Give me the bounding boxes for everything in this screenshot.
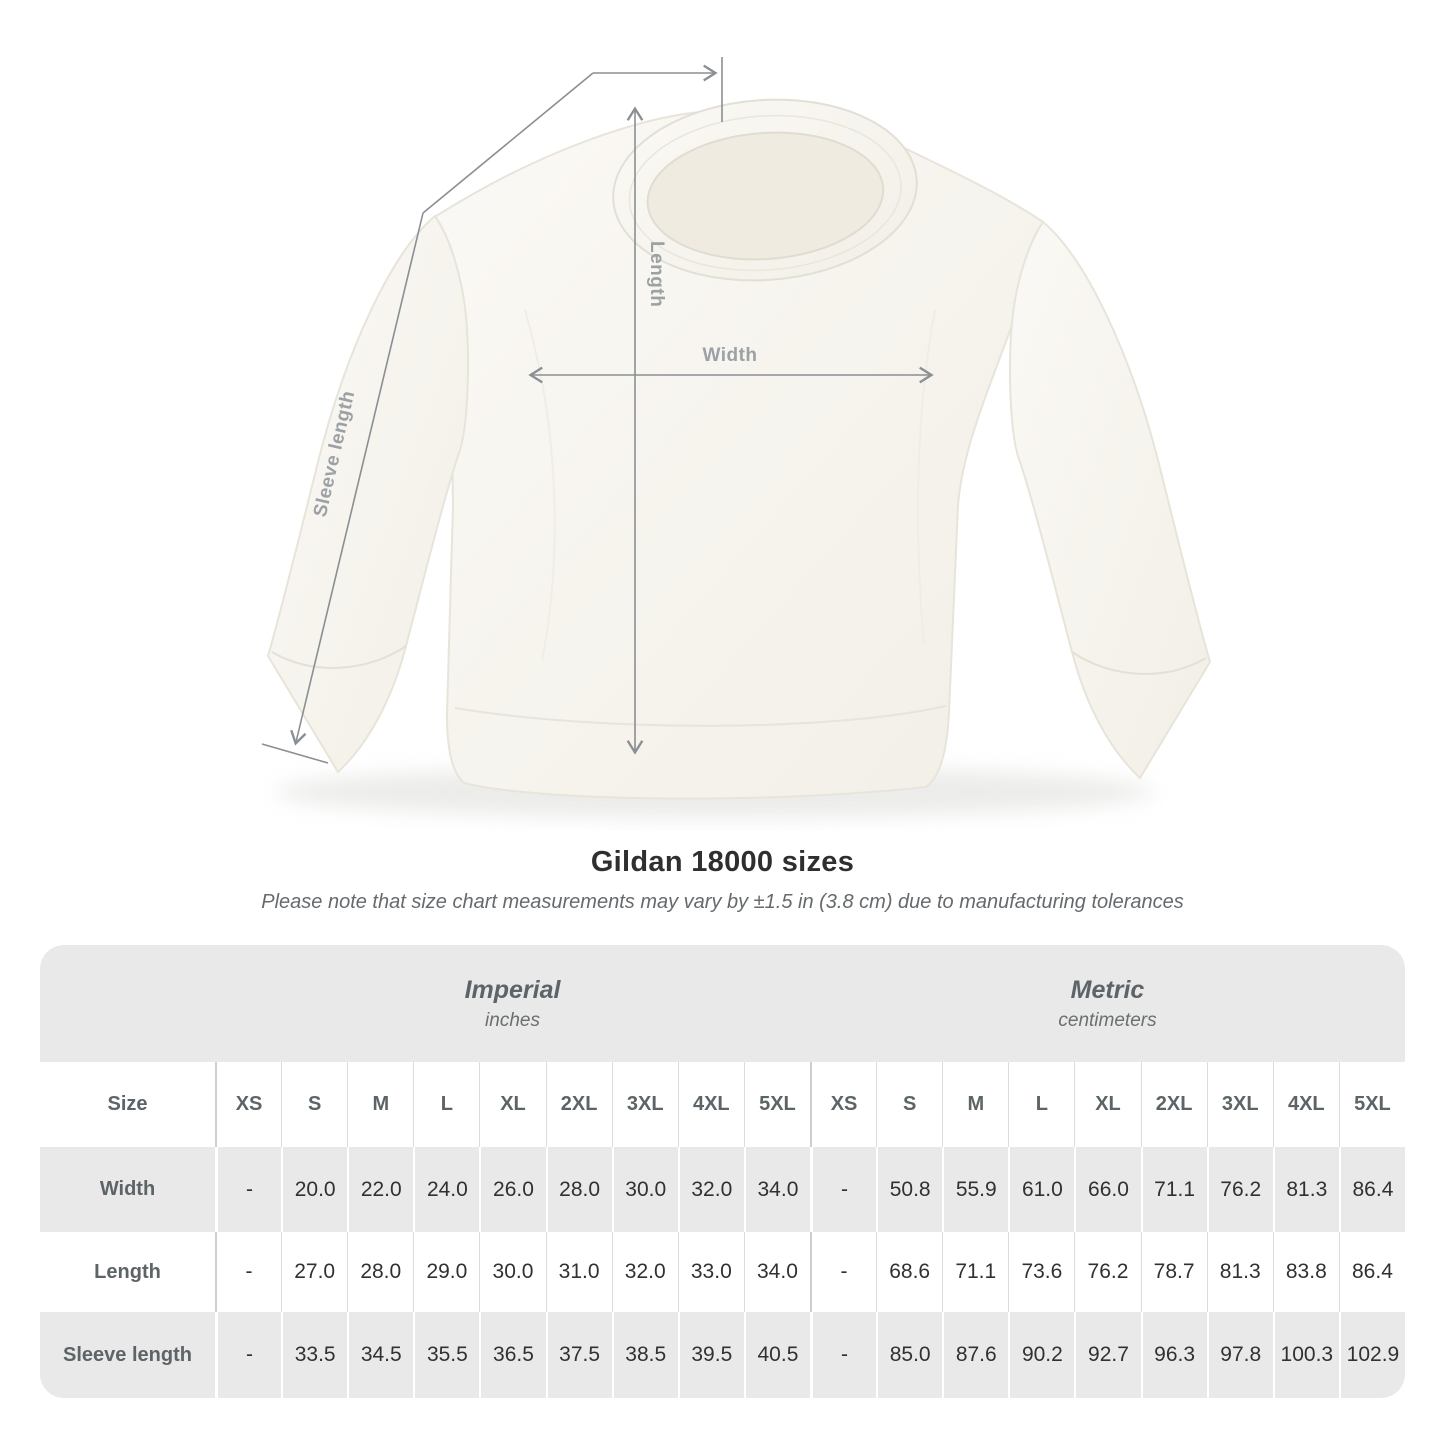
- value-cell: -: [810, 1312, 876, 1398]
- value-cell: 92.7: [1074, 1312, 1140, 1398]
- value-cell: 86.4: [1339, 1232, 1405, 1312]
- size-col-header: Size: [40, 1062, 215, 1147]
- left-sleeve: [268, 216, 468, 772]
- size-header-cell: S: [876, 1062, 942, 1147]
- size-header-cell: XS: [810, 1062, 876, 1147]
- size-header-cell: 2XL: [546, 1062, 612, 1147]
- value-cell: 36.5: [479, 1312, 545, 1398]
- value-cell: 83.8: [1273, 1232, 1339, 1312]
- length-label: Length: [646, 241, 667, 308]
- value-cell: 38.5: [612, 1312, 678, 1398]
- value-cell: 76.2: [1074, 1232, 1140, 1312]
- value-cell: 37.5: [546, 1312, 612, 1398]
- value-cell: 55.9: [942, 1147, 1008, 1232]
- value-cell: -: [215, 1232, 281, 1312]
- size-header-cell: 2XL: [1141, 1062, 1207, 1147]
- value-cell: 39.5: [678, 1312, 744, 1398]
- unit-group-imperial: [215, 945, 810, 1062]
- value-cell: 29.0: [413, 1232, 479, 1312]
- value-cell: 34.0: [744, 1147, 810, 1232]
- value-cell: 34.5: [347, 1312, 413, 1398]
- value-cell: 35.5: [413, 1312, 479, 1398]
- size-header-cell: M: [942, 1062, 1008, 1147]
- value-cell: 71.1: [942, 1232, 1008, 1312]
- value-cell: 96.3: [1141, 1312, 1207, 1398]
- value-cell: 30.0: [612, 1147, 678, 1232]
- size-header-cell: L: [413, 1062, 479, 1147]
- size-header-cell: 3XL: [612, 1062, 678, 1147]
- right-sleeve: [1010, 222, 1210, 778]
- value-cell: 61.0: [1008, 1147, 1074, 1232]
- value-cell: 76.2: [1207, 1147, 1273, 1232]
- value-cell: 81.3: [1273, 1147, 1339, 1232]
- size-header-cell: M: [347, 1062, 413, 1147]
- size-header-cell: 4XL: [678, 1062, 744, 1147]
- value-cell: 86.4: [1339, 1147, 1405, 1232]
- size-header-cell: XL: [1074, 1062, 1140, 1147]
- width-label: Width: [702, 345, 758, 366]
- value-cell: 100.3: [1273, 1312, 1339, 1398]
- value-cell: 27.0: [281, 1232, 347, 1312]
- row-label: Width: [99, 1178, 156, 1200]
- unit-group-metric: [810, 945, 1405, 1062]
- value-cell: 26.0: [479, 1147, 545, 1232]
- value-cell: 66.0: [1074, 1147, 1140, 1232]
- value-cell: 71.1: [1141, 1147, 1207, 1232]
- title-block: [0, 846, 1445, 914]
- page-title: Gildan 18000 sizes: [590, 846, 855, 878]
- value-cell: 28.0: [347, 1232, 413, 1312]
- value-cell: 50.8: [876, 1147, 942, 1232]
- value-cell: 73.6: [1008, 1232, 1074, 1312]
- value-cell: 33.0: [678, 1232, 744, 1312]
- size-header-cell: 5XL: [1339, 1062, 1405, 1147]
- row-label: Length: [40, 1232, 215, 1312]
- value-cell: 78.7: [1141, 1232, 1207, 1312]
- value-cell: 85.0: [876, 1312, 942, 1398]
- value-cell: 32.0: [678, 1147, 744, 1232]
- cuff-reference-tick: [262, 744, 328, 763]
- value-cell: -: [215, 1312, 281, 1398]
- value-cell: 102.9: [1339, 1312, 1405, 1398]
- row-label: Sleeve length: [63, 1343, 192, 1366]
- group-header-spacer: [40, 945, 215, 1062]
- size-header-cell: S: [281, 1062, 347, 1147]
- value-cell: 31.0: [546, 1232, 612, 1312]
- value-cell: 24.0: [413, 1147, 479, 1232]
- imperial-label: Imperial: [464, 975, 561, 1004]
- value-cell: 22.0: [347, 1147, 413, 1232]
- value-cell: 68.6: [876, 1232, 942, 1312]
- size-header-cell: XS: [215, 1062, 281, 1147]
- value-cell: 97.8: [1207, 1312, 1273, 1398]
- tolerance-note: Please note that size chart measurements may vary by ±1.5 in (3.8 cm) due to manufacturing tolerances: [261, 891, 1184, 913]
- value-cell: -: [810, 1147, 876, 1232]
- sleeve-length-label: Sleeve length: [309, 388, 360, 519]
- size-header-cell: 4XL: [1273, 1062, 1339, 1147]
- value-cell: 40.5: [744, 1312, 810, 1398]
- value-cell: 34.0: [744, 1232, 810, 1312]
- size-table: [40, 945, 1405, 1398]
- value-cell: 32.0: [612, 1232, 678, 1312]
- value-cell: 90.2: [1008, 1312, 1074, 1398]
- size-header-cell: 3XL: [1207, 1062, 1273, 1147]
- size-header-cell: XL: [479, 1062, 545, 1147]
- metric-label: Metric: [1070, 975, 1145, 1004]
- value-cell: 20.0: [281, 1147, 347, 1232]
- value-cell: 81.3: [1207, 1232, 1273, 1312]
- value-cell: -: [810, 1232, 876, 1312]
- value-cell: 30.0: [479, 1232, 545, 1312]
- value-cell: -: [215, 1147, 281, 1232]
- size-header-cell: L: [1008, 1062, 1074, 1147]
- value-cell: 33.5: [281, 1312, 347, 1398]
- metric-sublabel: centimeters: [1058, 1009, 1157, 1031]
- value-cell: 87.6: [942, 1312, 1008, 1398]
- value-cell: 28.0: [546, 1147, 612, 1232]
- size-header-cell: 5XL: [744, 1062, 810, 1147]
- imperial-sublabel: inches: [485, 1009, 540, 1031]
